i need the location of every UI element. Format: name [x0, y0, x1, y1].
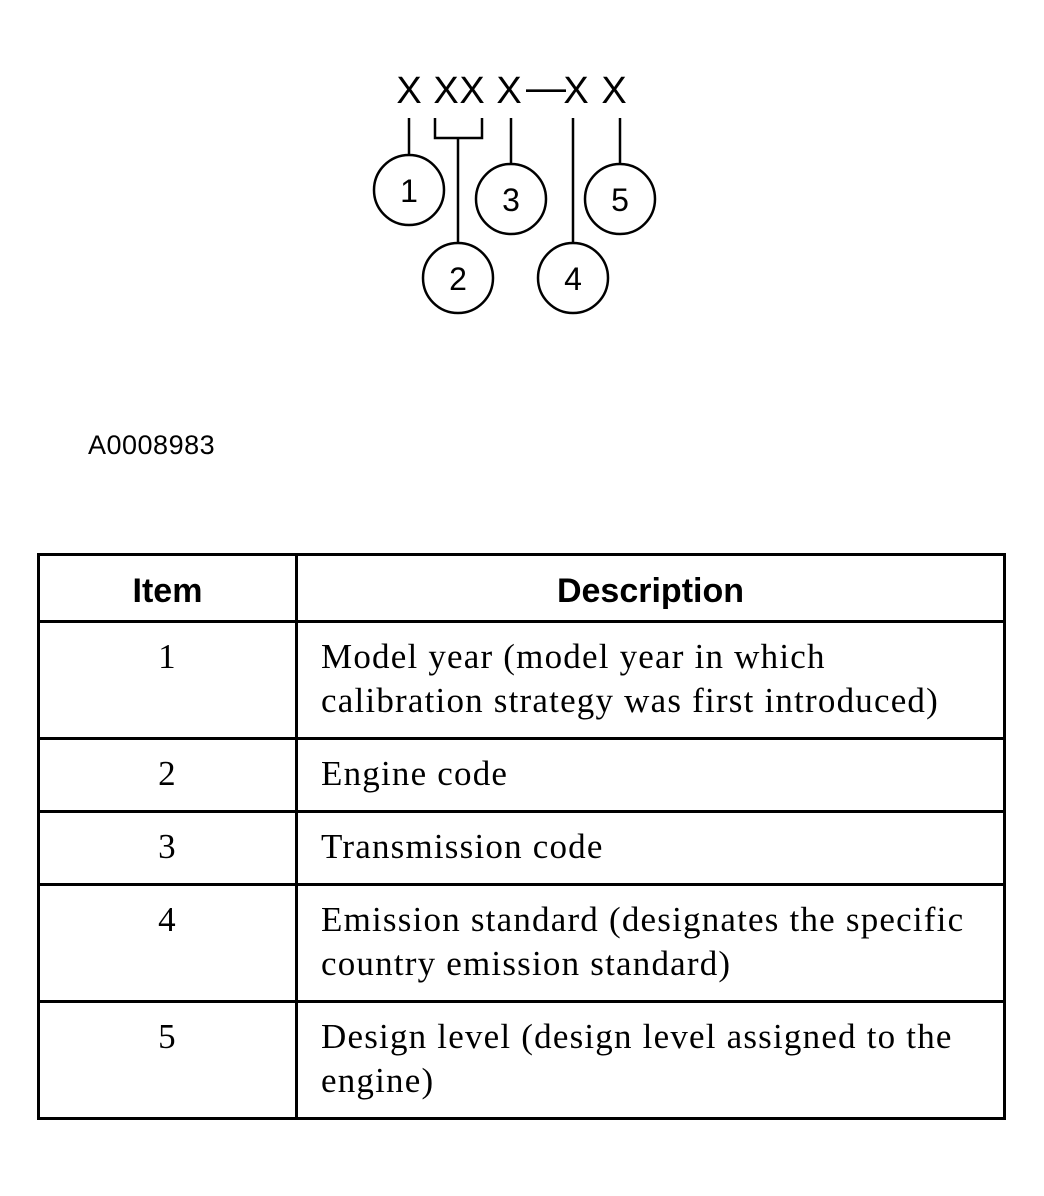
code-char-4: X [496, 70, 522, 112]
table-row [39, 622, 1005, 739]
callout-label-4: 4 [564, 261, 582, 297]
code-char-2: X [433, 70, 459, 112]
bracket-2 [435, 118, 482, 138]
code-format-diagram-svg [0, 0, 1044, 340]
item-number: 5 [39, 1002, 297, 1119]
callout-label-2: 2 [449, 261, 467, 297]
table-header-row [39, 555, 1005, 622]
item-description: Emission standard (designates the specific country emission standard) [297, 885, 1005, 1002]
callout-label-1: 1 [400, 173, 418, 209]
item-description: Design level (design level assigned to the engine) [297, 1002, 1005, 1119]
table-row [39, 739, 1005, 812]
code-char-6: X [601, 70, 627, 112]
legend-table [37, 553, 1006, 1120]
callout-label-5: 5 [611, 182, 629, 218]
column-header-description: Description [297, 555, 1005, 622]
item-number: 3 [39, 812, 297, 885]
code-format-diagram [0, 0, 1044, 340]
code-char-3: X [459, 70, 485, 112]
column-header-item: Item [39, 555, 297, 622]
table-row [39, 812, 1005, 885]
table-row [39, 1002, 1005, 1119]
code-char-1: X [396, 70, 422, 112]
item-number: 2 [39, 739, 297, 812]
item-number: 4 [39, 885, 297, 1002]
item-description: Engine code [297, 739, 1005, 812]
item-number: 1 [39, 622, 297, 739]
figure-id: A0008983 [88, 430, 216, 460]
callout-label-3: 3 [502, 182, 520, 218]
table-row [39, 885, 1005, 1002]
item-description: Model year (model year in which calibration strategy was first introduced) [297, 622, 1005, 739]
code-char-5: X [563, 70, 589, 112]
item-description: Transmission code [297, 812, 1005, 885]
code-dash: — [526, 66, 566, 110]
